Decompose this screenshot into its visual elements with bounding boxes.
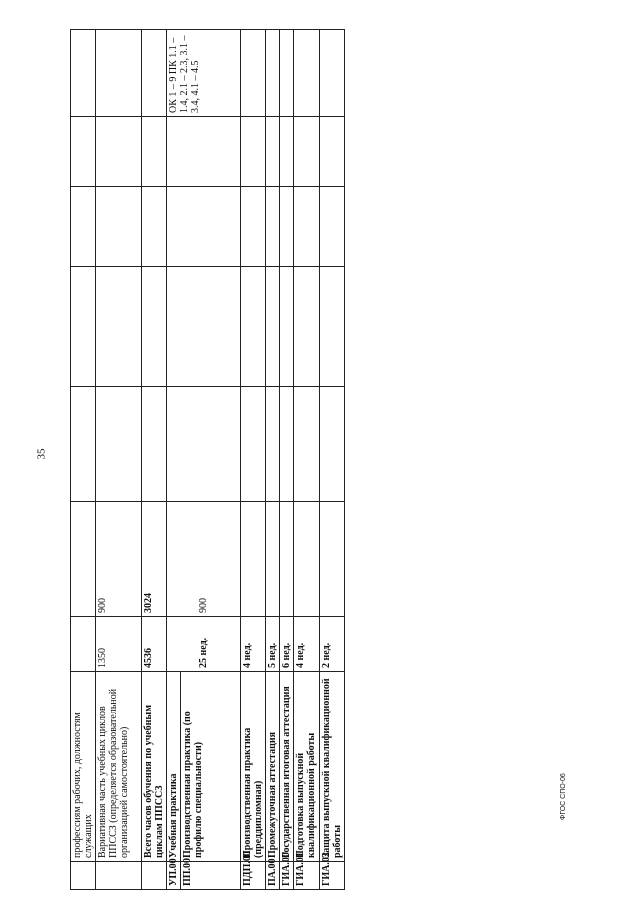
row-code: ГИА.02 <box>320 862 345 890</box>
row-competencies: ОК 1 – 9 ПК 1.1 – 1.4, 2.1 – 2.3, 3.1 – 3.4, 4.1 – 4.5 <box>167 30 241 117</box>
row-code: УП.00 <box>167 862 181 890</box>
row-total-hours: 4536 <box>142 617 167 672</box>
row-total-hours: 2 нед. <box>320 617 345 672</box>
row-name: Учебная практика <box>167 672 181 862</box>
table-row <box>294 30 320 890</box>
table-row <box>266 30 280 890</box>
row-total-hours: 4 нед. <box>294 617 320 672</box>
row-total-hours: 1350 <box>96 617 142 672</box>
table-row <box>320 30 345 890</box>
row-hours: 900 <box>167 502 241 617</box>
row-name: Всего часов обучения по учебным циклам ППССЗ <box>142 672 167 862</box>
table-row <box>280 30 294 890</box>
row-hours: 900 <box>96 502 142 617</box>
table-row <box>71 30 96 890</box>
row-hours: 3024 <box>142 502 167 617</box>
row-name: Государственная итоговая аттестация <box>280 672 294 862</box>
curriculum-table-rotated <box>70 30 343 890</box>
footer-label: ФГОС СПО-06 <box>560 773 567 820</box>
row-total-hours: 6 нед. <box>280 617 294 672</box>
table-row <box>142 30 167 890</box>
row-code <box>96 862 142 890</box>
table-row <box>241 30 266 890</box>
row-code: ГИА.00 <box>280 862 294 890</box>
page-number: 35 <box>35 448 48 460</box>
row-name: Защита выпускной квалификационной работы <box>320 672 345 862</box>
row-code: ПДП.00 <box>241 862 266 890</box>
row-code: ГИА.01 <box>294 862 320 890</box>
curriculum-table <box>70 29 345 890</box>
row-name: Производственная практика (по профилю специальности) <box>181 672 241 862</box>
row-code: ПА.00 <box>266 862 280 890</box>
row-total-hours: 4 нед. <box>241 617 266 672</box>
table-row <box>167 30 181 890</box>
row-code <box>71 862 96 890</box>
row-code: ПП.00 <box>181 862 241 890</box>
row-name: Промежуточная аттестация <box>266 672 280 862</box>
row-code <box>142 862 167 890</box>
row-name: профессиям рабочих, должностям служащих <box>71 672 96 862</box>
row-total-hours: 25 нед. <box>167 617 241 672</box>
row-name: Производственная практика (преддипломная) <box>241 672 266 862</box>
row-name: Вариативная часть учебных циклов ППССЗ (определяется образовательной организацией самостоятельно) <box>96 672 142 862</box>
row-total-hours: 5 нед. <box>266 617 280 672</box>
row-name: Подготовка выпускной квалификационной работы <box>294 672 320 862</box>
table-row <box>96 30 142 890</box>
